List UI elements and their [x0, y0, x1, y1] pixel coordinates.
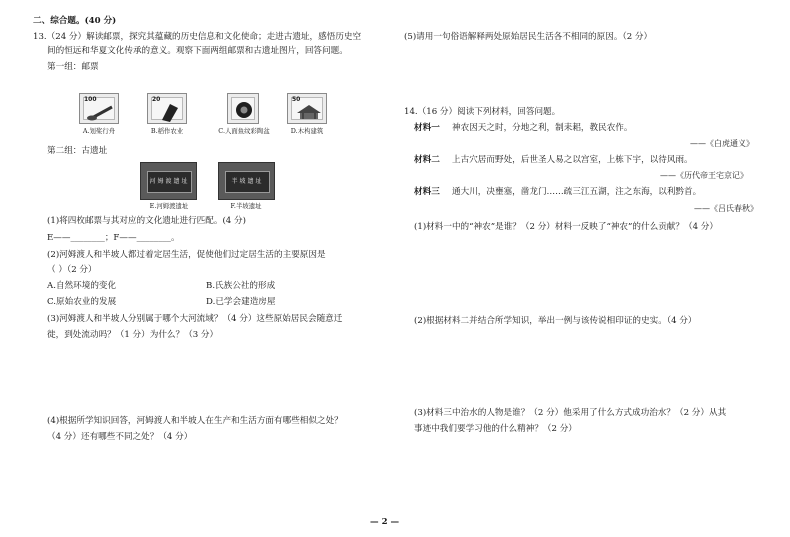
material3-label: 材料三 [414, 187, 440, 197]
hemudu-board-text: 河姆渡遗址 [149, 178, 190, 185]
material1-source: ——《白虎通义》 [690, 139, 754, 148]
page-number: — 2 — [370, 517, 400, 527]
stamp-a-caption: A.划桨行舟 [82, 127, 116, 135]
q13-stem-line1: 13.（24 分）解读邮票，探究其蕴藏的历史信息和文化使命；走进古遗址，感悟历史空 [33, 32, 362, 42]
banpo-board-text: 半坡遗址 [231, 178, 264, 185]
q13-part2-paren[interactable]: （ ）（2 分） [47, 265, 97, 275]
q13-part3-line1: (3)河姆渡人和半坡人分别属于哪个大河流域？（4 分）这些原始居民会随意迁 [47, 314, 343, 324]
basin-icon [233, 100, 255, 120]
spade-icon [156, 100, 182, 122]
material3-text: 通大川，决壅塞，凿龙门……疏三江五湖，注之东海，以利黔首。 [452, 187, 702, 197]
group1-label: 第一组：邮票 [47, 62, 99, 72]
stamp-d-caption: D.木构建筑 [290, 127, 324, 135]
material2-text: 上古穴居而野处，后世圣人易之以宫室，上栋下宇，以待风雨。 [452, 155, 693, 165]
boat-paddle-stamp [79, 93, 119, 124]
stamp-c-caption: C.人面鱼纹彩陶盆 [218, 127, 270, 135]
rice-farming-stamp [147, 93, 187, 124]
group2-label: 第二组：古遗址 [47, 146, 108, 156]
option-b[interactable]: B.氏族公社的形成 [206, 281, 276, 291]
q13-stem-line2: 间的恒远和华夏文化传承的意义。观察下面两组邮票和古遗址图片，回答问题。 [47, 46, 348, 56]
q13-part1: (1)将四枚邮票与其对应的文化遗址进行匹配。(4 分) [47, 216, 246, 226]
stamp-b-caption: B.稻作农业 [150, 127, 184, 135]
site-e-caption: E.河姆渡遗址 [149, 202, 189, 210]
q13-part4-line2: （4 分）还有哪些不同之处？（4 分） [47, 432, 193, 442]
house-icon [294, 103, 324, 121]
wooden-building-stamp [287, 93, 327, 124]
site-f-caption: F.半坡遗址 [230, 202, 262, 210]
q14-part2: (2)根据材料二并结合所学知识，举出一例与该传说相印证的史实。（4 分） [414, 316, 697, 326]
section-title: 二、综合题。(40 分) [33, 16, 117, 26]
banpo-board [225, 171, 270, 193]
option-a[interactable]: A.自然环境的变化 [47, 281, 117, 291]
q14-part1: (1)材料一中的“神农”是谁？（2 分）材料一反映了“神农”的什么贡献？（4 分） [414, 222, 718, 232]
q13-part4-line1: (4)根据所学知识回答，河姆渡人和半坡人在生产和生活方面有哪些相似之处？ [47, 416, 343, 426]
stamp-d-value: 50 [292, 96, 301, 103]
q14-part3-line2: 事迹中我们要学习他的什么精神？（2 分） [414, 424, 577, 434]
q14-intro: 14.（16 分）阅读下列材料，回答问题。 [404, 107, 561, 117]
q14-part3-line1: (3)材料三中治水的人物是谁？（2 分）他采用了什么方式成功治水？（2 分）从其 [414, 408, 727, 418]
material1-text: 神农因天之时，分地之利，制耒耜，教民农作。 [452, 123, 633, 133]
hemudu-site-photo [140, 162, 197, 200]
hemudu-board [147, 171, 192, 193]
material3-source: ——《吕氏春秋》 [694, 204, 758, 213]
q13-part1-blank[interactable]: E——________；F——________。 [47, 233, 180, 243]
q13-part2: (2)河姆渡人和半坡人都过着定居生活，促使他们过定居生活的主要原因是 [47, 250, 326, 260]
stamp-b-value: 20 [152, 96, 161, 103]
option-d[interactable]: D.已学会建造房屋 [206, 297, 276, 307]
material2-label: 材料二 [414, 155, 440, 165]
material1-label: 材料一 [414, 123, 440, 133]
stamp-a-value: 100 [84, 96, 97, 103]
q13-part5: (5)请用一句俗语解释两处原始居民生活各不相同的原因。（2 分） [404, 32, 653, 42]
paddle-icon [86, 104, 116, 122]
fish-basin-stamp [227, 93, 259, 124]
q13-part3-line2: 徙，到处流动吗？（1 分）为什么？（3 分） [47, 330, 219, 340]
material2-source: ——《历代帝王宅京记》 [660, 171, 748, 180]
banpo-site-photo [218, 162, 275, 200]
option-c[interactable]: C.原始农业的发展 [47, 297, 117, 307]
